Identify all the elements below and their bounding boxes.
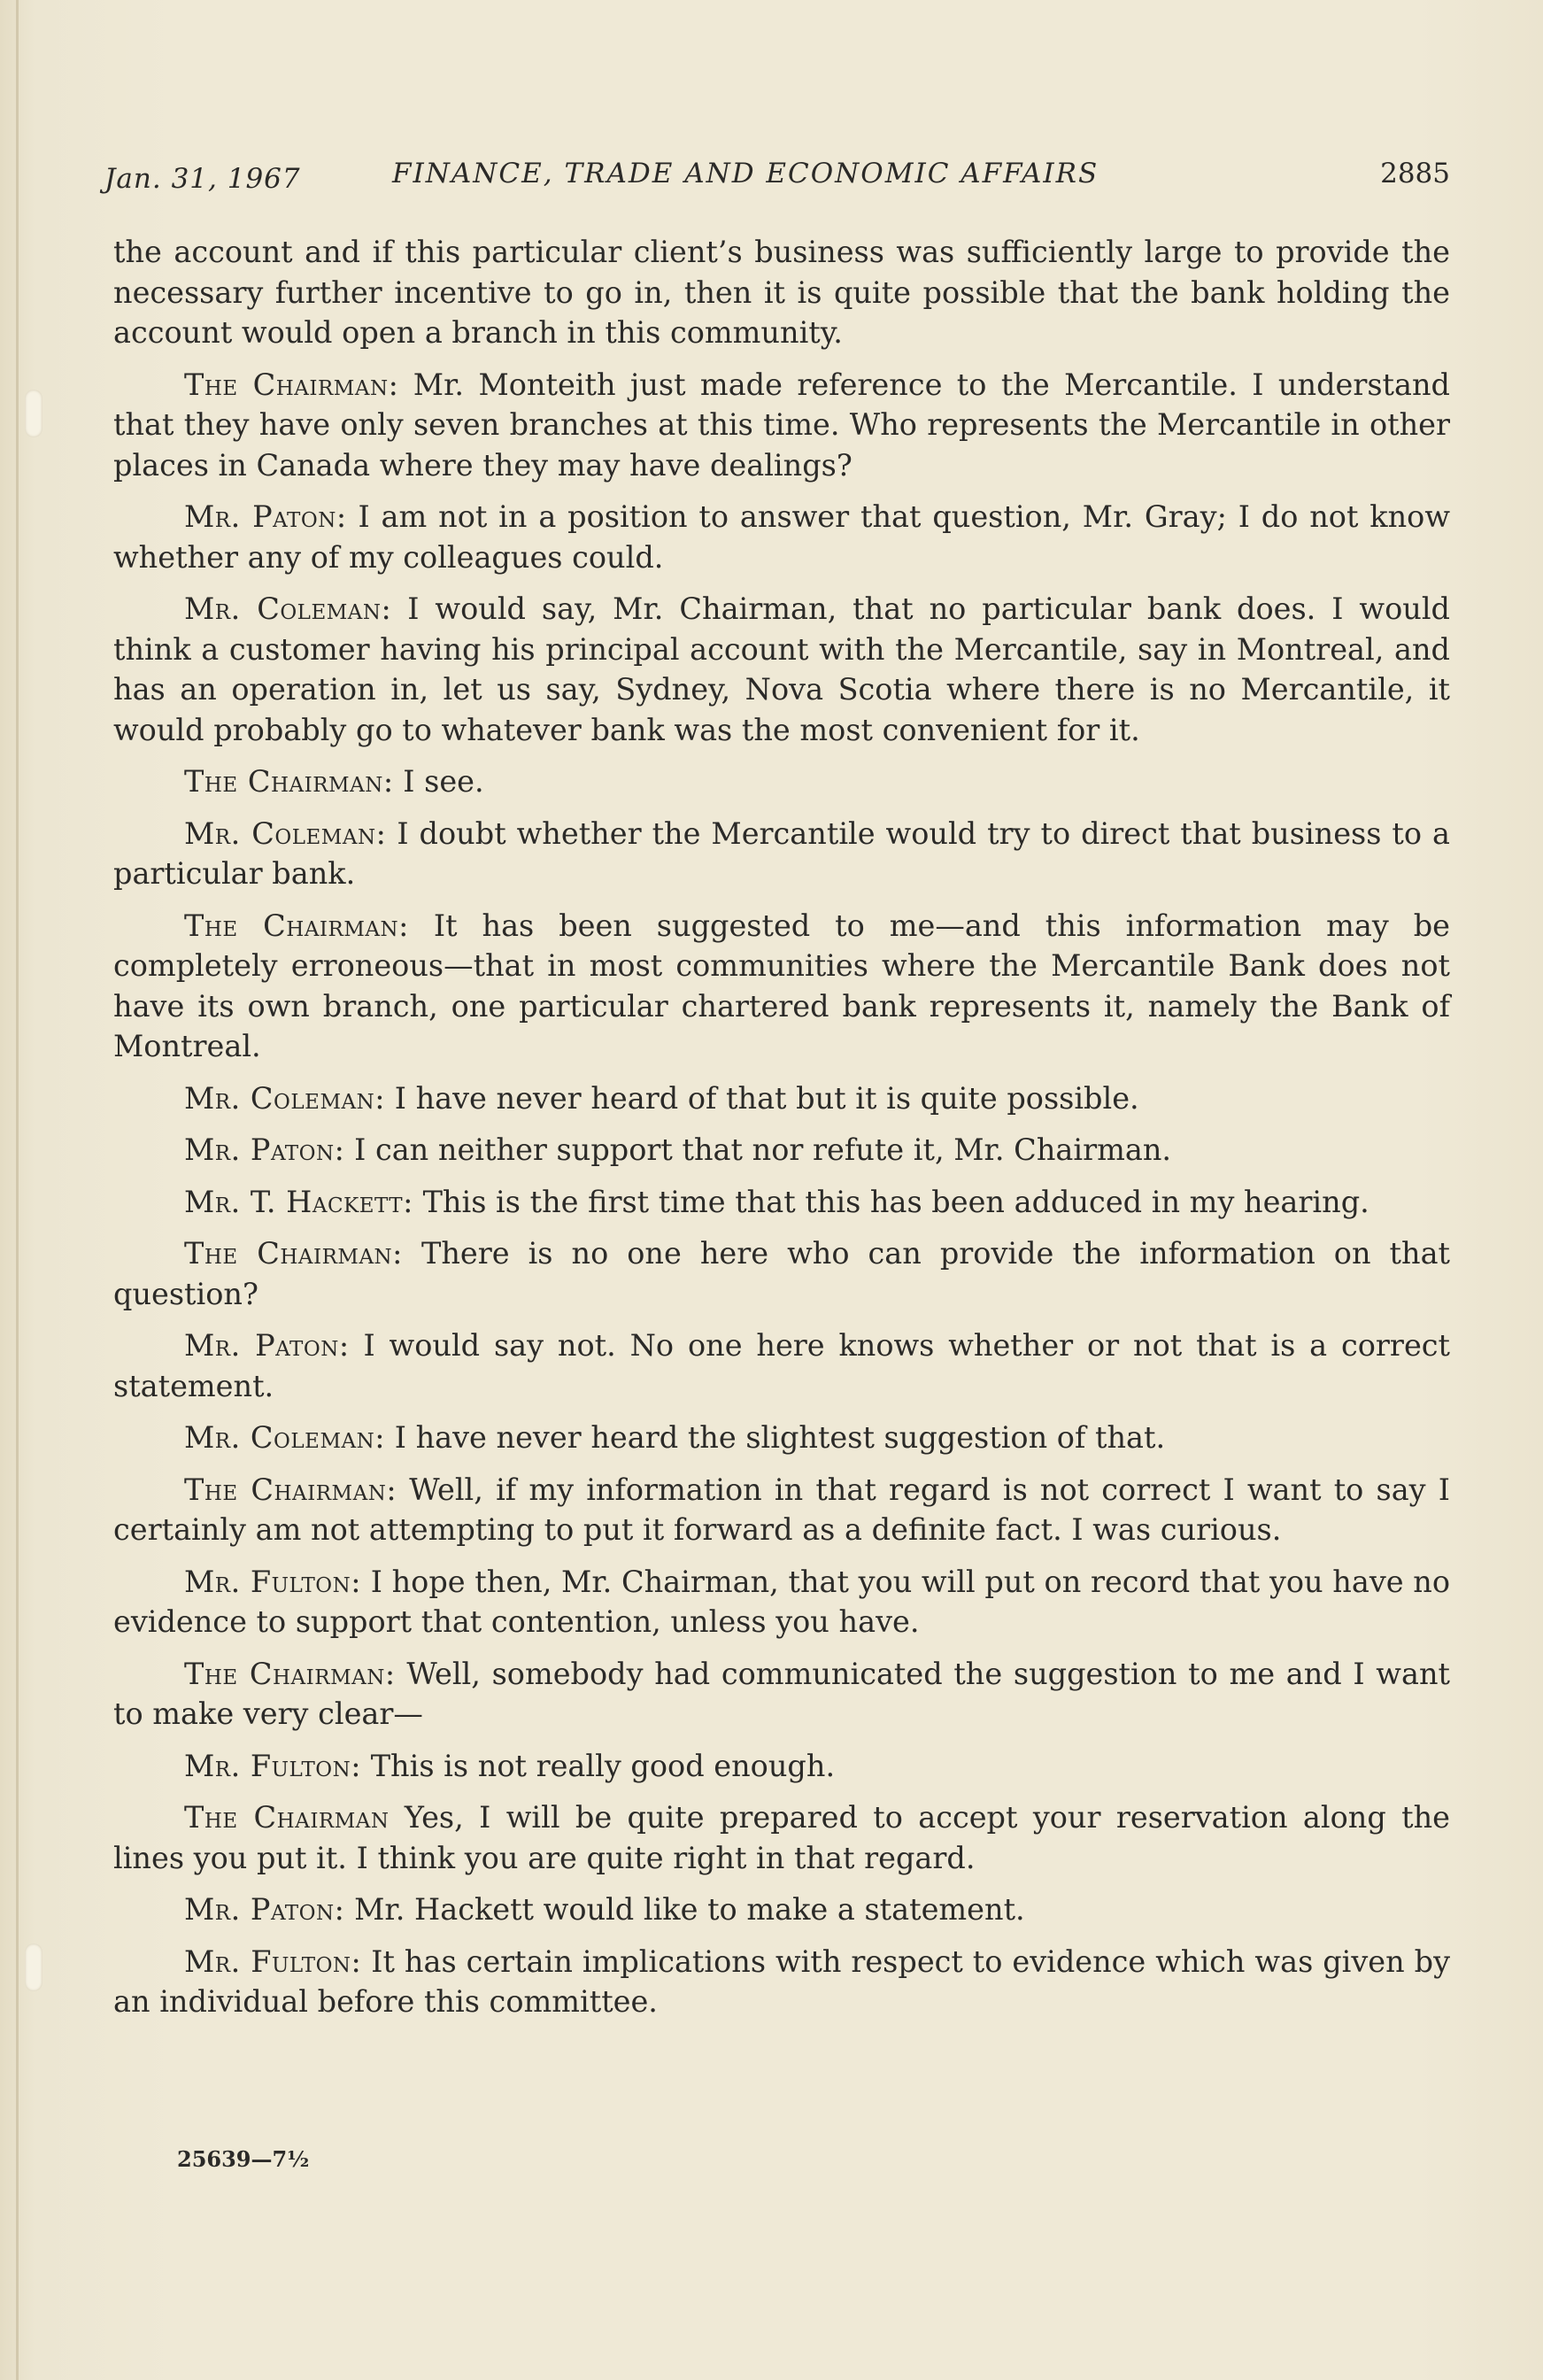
paragraph-text: I doubt whether the Mercantile would try to direct that business to a particular bank. <box>113 815 1450 891</box>
paragraph-text: I can neither support that nor refute it, Mr. Chairman. <box>344 1132 1172 1167</box>
paragraph-text: I see. <box>393 764 484 799</box>
paragraph <box>113 1889 1450 1930</box>
binder-hole-bottom <box>25 1943 42 1991</box>
paragraph <box>113 1797 1450 1878</box>
speaker-label: Mr. Fulton: <box>184 1748 362 1783</box>
paragraph <box>113 761 1450 802</box>
speaker-label: Mr. Fulton: <box>184 1943 362 1979</box>
speaker-label: The Chairman: <box>184 908 409 943</box>
speaker-label: Mr. Paton: <box>184 1892 345 1927</box>
page-number: 2885 <box>1380 158 1450 189</box>
speaker-label: Mr. Coleman: <box>184 1080 386 1116</box>
paragraph <box>113 365 1450 486</box>
speaker-label: Mr. Coleman: <box>184 591 392 626</box>
paragraph-text: This is the first time that this has been adduced in my hearing. <box>413 1184 1369 1219</box>
paragraph-text: I would say, Mr. Chairman, that no particular bank does. I would think a customer having his principal account with the Mercantile, say in Montreal, and has an operation in, let us say, Sydney, Nova Scotia where there is no Mercantile, it would probably go to whatever bank was the most convenient for it. <box>113 591 1450 747</box>
paragraph-text: Yes, I will be quite prepared to accept your reservation along the lines you put it. I think you are quite right in that regard. <box>113 1800 1451 1875</box>
speaker-label: The Chairman: <box>184 1236 403 1271</box>
paragraph-text: I hope then, Mr. Chairman, that you will put on record that you have no evidence to support that contention, unless you have. <box>113 1564 1450 1639</box>
speaker-label: The Chairman: <box>184 764 394 799</box>
running-header <box>104 158 1450 197</box>
paragraph-text: Mr. Hackett would like to make a statement. <box>344 1892 1025 1927</box>
speaker-label: Mr. Fulton: <box>184 1564 362 1599</box>
paragraph-text: I have never heard the slightest suggestion of that. <box>385 1420 1166 1455</box>
speaker-label: Mr. Paton: <box>184 1328 350 1363</box>
paragraph-text: Well, if my information in that regard is not correct I want to say I certainly am not attempting to put it forward as a definite fact. I was curious. <box>113 1472 1450 1547</box>
paragraph <box>113 1418 1450 1458</box>
paragraph-text: I would say not. No one here knows whether or not that is a correct statement. <box>113 1328 1450 1403</box>
paragraph-text: This is not really good enough. <box>361 1748 836 1783</box>
paragraph <box>113 1182 1450 1223</box>
paragraph-text: It has been suggested to me—and this information may be completely erroneous—that in most communities where the Mercantile Bank does not have its own branch, one particular chartered bank represents it, namely the Bank of Montreal. <box>113 908 1450 1063</box>
paragraph-text: Well, somebody had communicated the suggestion to me and I want to make very clear— <box>113 1656 1450 1731</box>
header-date: Jan. 31, 1967 <box>104 163 301 195</box>
speaker-label: The Chairman <box>184 1800 390 1835</box>
speaker-label: Mr. T. Hackett: <box>184 1184 413 1219</box>
paragraph <box>113 1562 1450 1642</box>
speaker-label: Mr. Coleman: <box>184 1420 386 1455</box>
paragraph-text: Mr. Monteith just made reference to the Mercantile. I understand that they have only seven branches at this time. Who represents the Mercantile in other places in Canada where they may have dealings? <box>113 367 1450 483</box>
paragraph <box>113 589 1450 750</box>
speaker-label: Mr. Paton: <box>184 1132 345 1167</box>
speaker-label: The Chairman: <box>184 1472 397 1507</box>
paragraph <box>113 1078 1450 1119</box>
paragraph <box>113 1654 1450 1735</box>
paragraph <box>113 1325 1450 1406</box>
binding-edge <box>16 0 19 2380</box>
paragraph <box>113 1233 1450 1314</box>
paragraph-text: There is no one here who can provide the information on that question? <box>113 1236 1450 1311</box>
paragraph-text: It has certain implications with respect to evidence which was given by an individual before this committee. <box>113 1943 1450 2019</box>
footer-print-code: 25639—7½ <box>177 2146 310 2172</box>
paragraph <box>113 906 1450 1067</box>
paragraph-continuation <box>113 232 1450 353</box>
paragraph-text: the account and if this particular client’s business was sufficiently large to provide the necessary further incentive to go in, then it is quite possible that the bank holding the account would open a branch in this community. <box>113 235 1450 350</box>
paragraph <box>113 1130 1450 1171</box>
paragraph-text: I am not in a position to answer that question, Mr. Gray; I do not know whether any of my colleagues could. <box>113 499 1451 575</box>
paragraph <box>113 1942 1450 2022</box>
header-title: FINANCE, TRADE AND ECONOMIC AFFAIRS <box>392 158 1099 189</box>
paragraph-text: I have never heard of that but it is quite possible. <box>385 1080 1139 1116</box>
transcript-body <box>113 232 1450 2034</box>
paragraph <box>113 814 1450 894</box>
speaker-label: Mr. Paton: <box>184 499 347 534</box>
speaker-label: The Chairman: <box>184 367 399 402</box>
paragraph <box>113 1746 1450 1787</box>
paragraph <box>113 1470 1450 1550</box>
speaker-label: Mr. Coleman: <box>184 815 387 851</box>
binder-hole-top <box>25 390 42 437</box>
speaker-label: The Chairman: <box>184 1656 396 1691</box>
paragraph <box>113 497 1450 577</box>
